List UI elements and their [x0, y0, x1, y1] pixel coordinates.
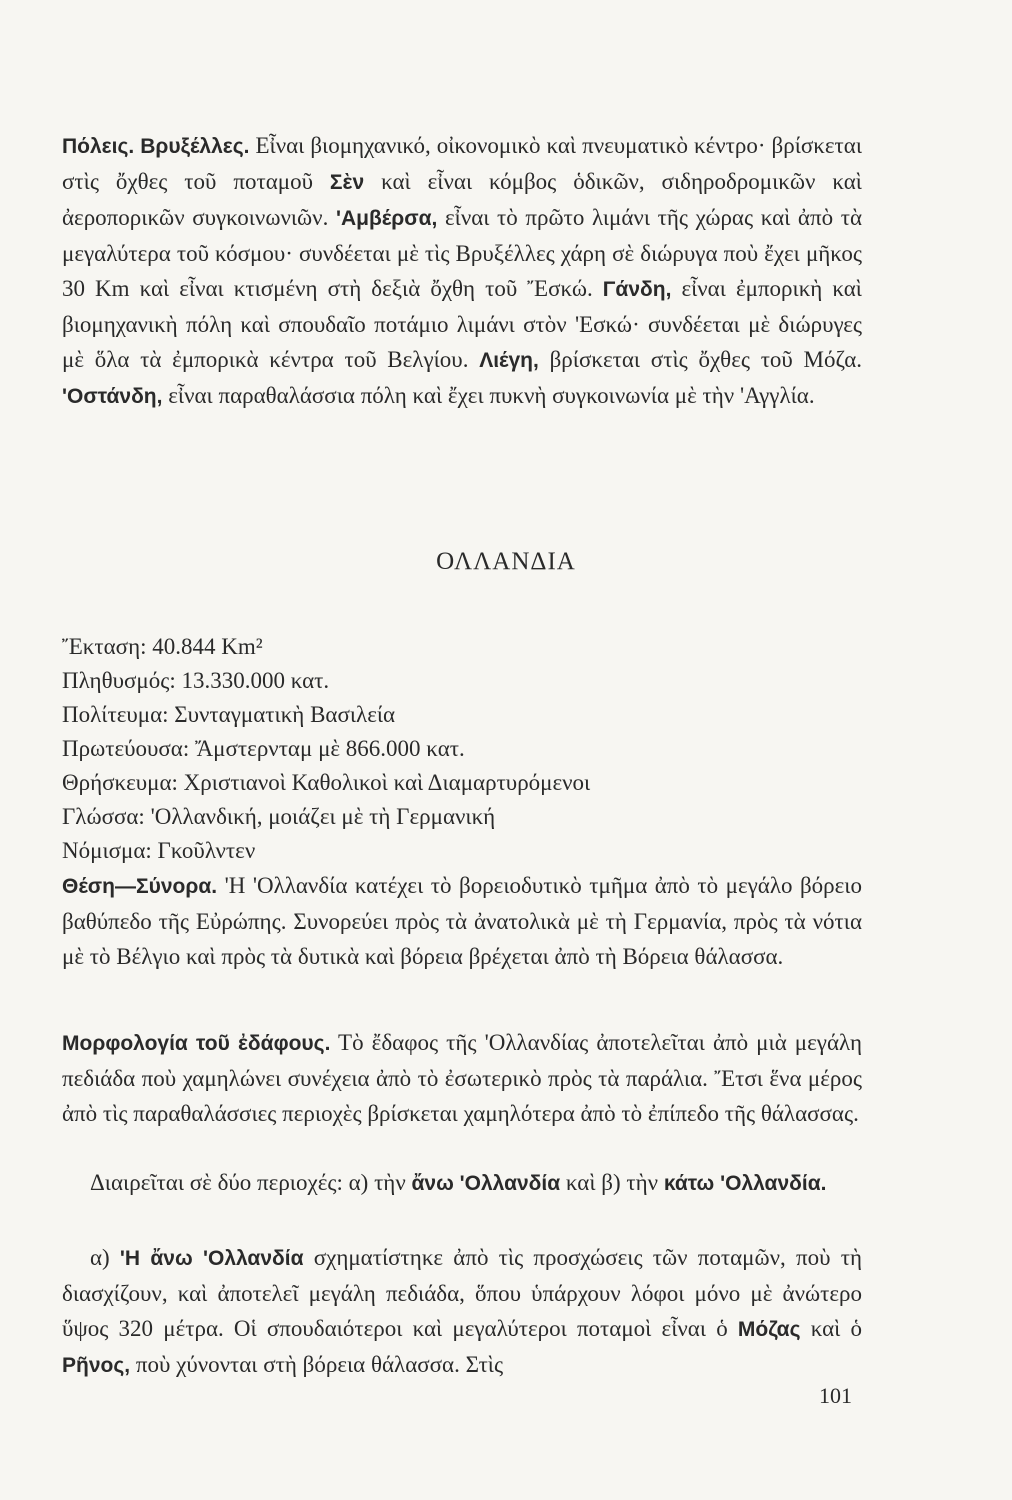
fact-religion: Θρήσκευμα: Χριστιανοὶ Καθολικοὶ καὶ Διαμαρτυρόμενοι	[62, 770, 591, 795]
fact-government: Πολίτευμα: Συνταγματικὴ Βασιλεία	[62, 702, 396, 727]
upper-holland-term: ἄνω 'Ολλανδία	[411, 1172, 561, 1195]
fact-capital: Πρωτεύουσα: Ἄμστερνταμ μὲ 866.000 κατ.	[62, 736, 465, 761]
fact-language: Γλώσσα: 'Ολλανδική, μοιάζει μὲ τὴ Γερμανική	[62, 804, 496, 829]
morphology-label: Μορφολογία τοῦ ἐδάφους.	[62, 1032, 331, 1055]
upper-text-1: α)	[90, 1245, 120, 1270]
fact-area: Ἔκταση: 40.844 Km²	[62, 634, 263, 659]
belgium-cities-paragraph	[62, 128, 862, 414]
morphology-paragraph	[62, 1025, 862, 1131]
lower-holland-term: κάτω 'Ολλανδία.	[663, 1172, 827, 1195]
upper-text-4: ποὺ χύνονται στὴ βόρεια θάλασσα. Στὶς	[130, 1352, 504, 1377]
cities-text-1: Εἶναι βιομηχανικό, οἰκονομικὸ καὶ πνευματικὸ κέντρο· βρίσκεται στὶς ὄχθες τοῦ ποταμοῦ	[62, 133, 863, 194]
upper-holland-paragraph	[62, 1240, 862, 1383]
page-number: 101	[819, 1383, 852, 1408]
cities-text-4: εἶναι ἐμπορικὴ καὶ βιομηχανικὴ πόλη καὶ σπουδαῖο ποτάμιο λιμάνι στὸν 'Εσκώ· συνδέεται μὲ διώρυγες μὲ ὅλα τὰ ἐμπορικὰ κέντρα τοῦ Βελγίου.	[62, 276, 862, 372]
cities-text-3: εἶναι τὸ πρῶτο λιμάνι τῆς χώρας καὶ ἀπὸ τὰ μεγαλύτερα τοῦ κόσμου· συνδέεται μὲ τὶς Βρυξέλλες χάρη σὲ διώρυγα ποὺ ἔχει μῆκος 30 Km καὶ εἶναι κτισμένη στὴ δεξιὰ ὄχθη τοῦ Ἔσκώ.	[62, 205, 862, 301]
upper-text-2: σχηματίστηκε ἀπὸ τὶς προσχώσεις τῶν ποταμῶν, ποὺ τὴ διασχίζουν, καὶ ἀποτελεῖ μεγάλη πεδιάδα, ὅπου ὑπάρχουν λόφοι μόνο μὲ ἀνώτερο ὕψος 320 μέτρα. Οἱ σπουδαιότεροι καὶ μεγαλύτεροι ποταμοὶ εἶναι ὁ	[62, 1245, 862, 1341]
ostend-term: 'Οστάνδη,	[62, 385, 163, 408]
country-facts	[62, 630, 590, 868]
position-paragraph	[62, 868, 862, 974]
division-paragraph	[62, 1165, 862, 1201]
morphology-text: Τὸ ἔδαφος τῆς 'Ολλανδίας ἀποτελεῖται ἀπὸ μιὰ μεγάλη πεδιάδα ποὺ χαμηλώνει συνέχεια ἀπὸ τὸ ἐσωτερικὸ πρὸς τὰ παράλια. Ἔτσι ἕνα μέρος ἀπὸ τὶς παραθαλάσσιες περιοχὲς βρίσκεται χαμηλότερα ἀπὸ τὸ ἐπίπεδο τῆς θάλασσας.	[62, 1030, 862, 1126]
antwerp-term: 'Αμβέρσα,	[335, 207, 438, 230]
section-heading: ΟΛΛΑΝΔΙΑ	[436, 548, 576, 575]
position-text: 'Η 'Ολλανδία κατέχει τὸ βορειοδυτικὸ τμῆμα ἀπὸ τὸ μεγάλο βόρειο βαθύπεδο τῆς Εὐρώπης. Συνορεύει πρὸς τὰ ἀνατολικὰ μὲ τὴ Γερμανία, πρὸς τὰ νότια μὲ τὸ Βέλγιο καὶ πρὸς τὰ δυτικὰ καὶ βόρεια βρέχεται ἀπὸ τὴ Βόρεια θάλασσα.	[62, 873, 862, 969]
meuse-term: Μόζας	[737, 1318, 801, 1341]
brussels-term: Βρυξέλλες.	[140, 135, 250, 158]
ghent-term: Γάνδη,	[602, 278, 672, 301]
fact-currency: Νόμισμα: Γκοῦλντεν	[62, 838, 256, 863]
cities-lead: Πόλεις.	[62, 135, 135, 158]
cities-text-2: καὶ εἶναι κόμβος ὁδικῶν, σιδηροδρομικῶν καὶ ἀεροπορικῶν συγκοινωνιῶν.	[62, 169, 862, 230]
upper-holland-label: 'Η ἄνω 'Ολλανδία	[119, 1247, 304, 1270]
upper-text-3: καὶ ὁ	[800, 1316, 862, 1341]
cities-text-5: βρίσκεται στὶς ὄχθες τοῦ Μόζα.	[538, 347, 862, 372]
liege-term: Λιέγη,	[479, 349, 539, 372]
division-text-1: Διαιρεῖται σὲ δύο περιοχές: α) τὴν	[90, 1170, 412, 1195]
division-text-2: καὶ β) τὴν	[560, 1170, 664, 1195]
rhine-term: Ρῆνος,	[62, 1354, 131, 1377]
cities-text-6: εἶναι παραθαλάσσια πόλη καὶ ἔχει πυκνὴ συγκοινωνία μὲ τὴν 'Αγγλία.	[162, 383, 815, 408]
position-label: Θέση—Σύνορα.	[62, 875, 218, 898]
senne-term: Σὲν	[329, 171, 365, 194]
fact-population: Πληθυσμός: 13.330.000 κατ.	[62, 668, 330, 693]
